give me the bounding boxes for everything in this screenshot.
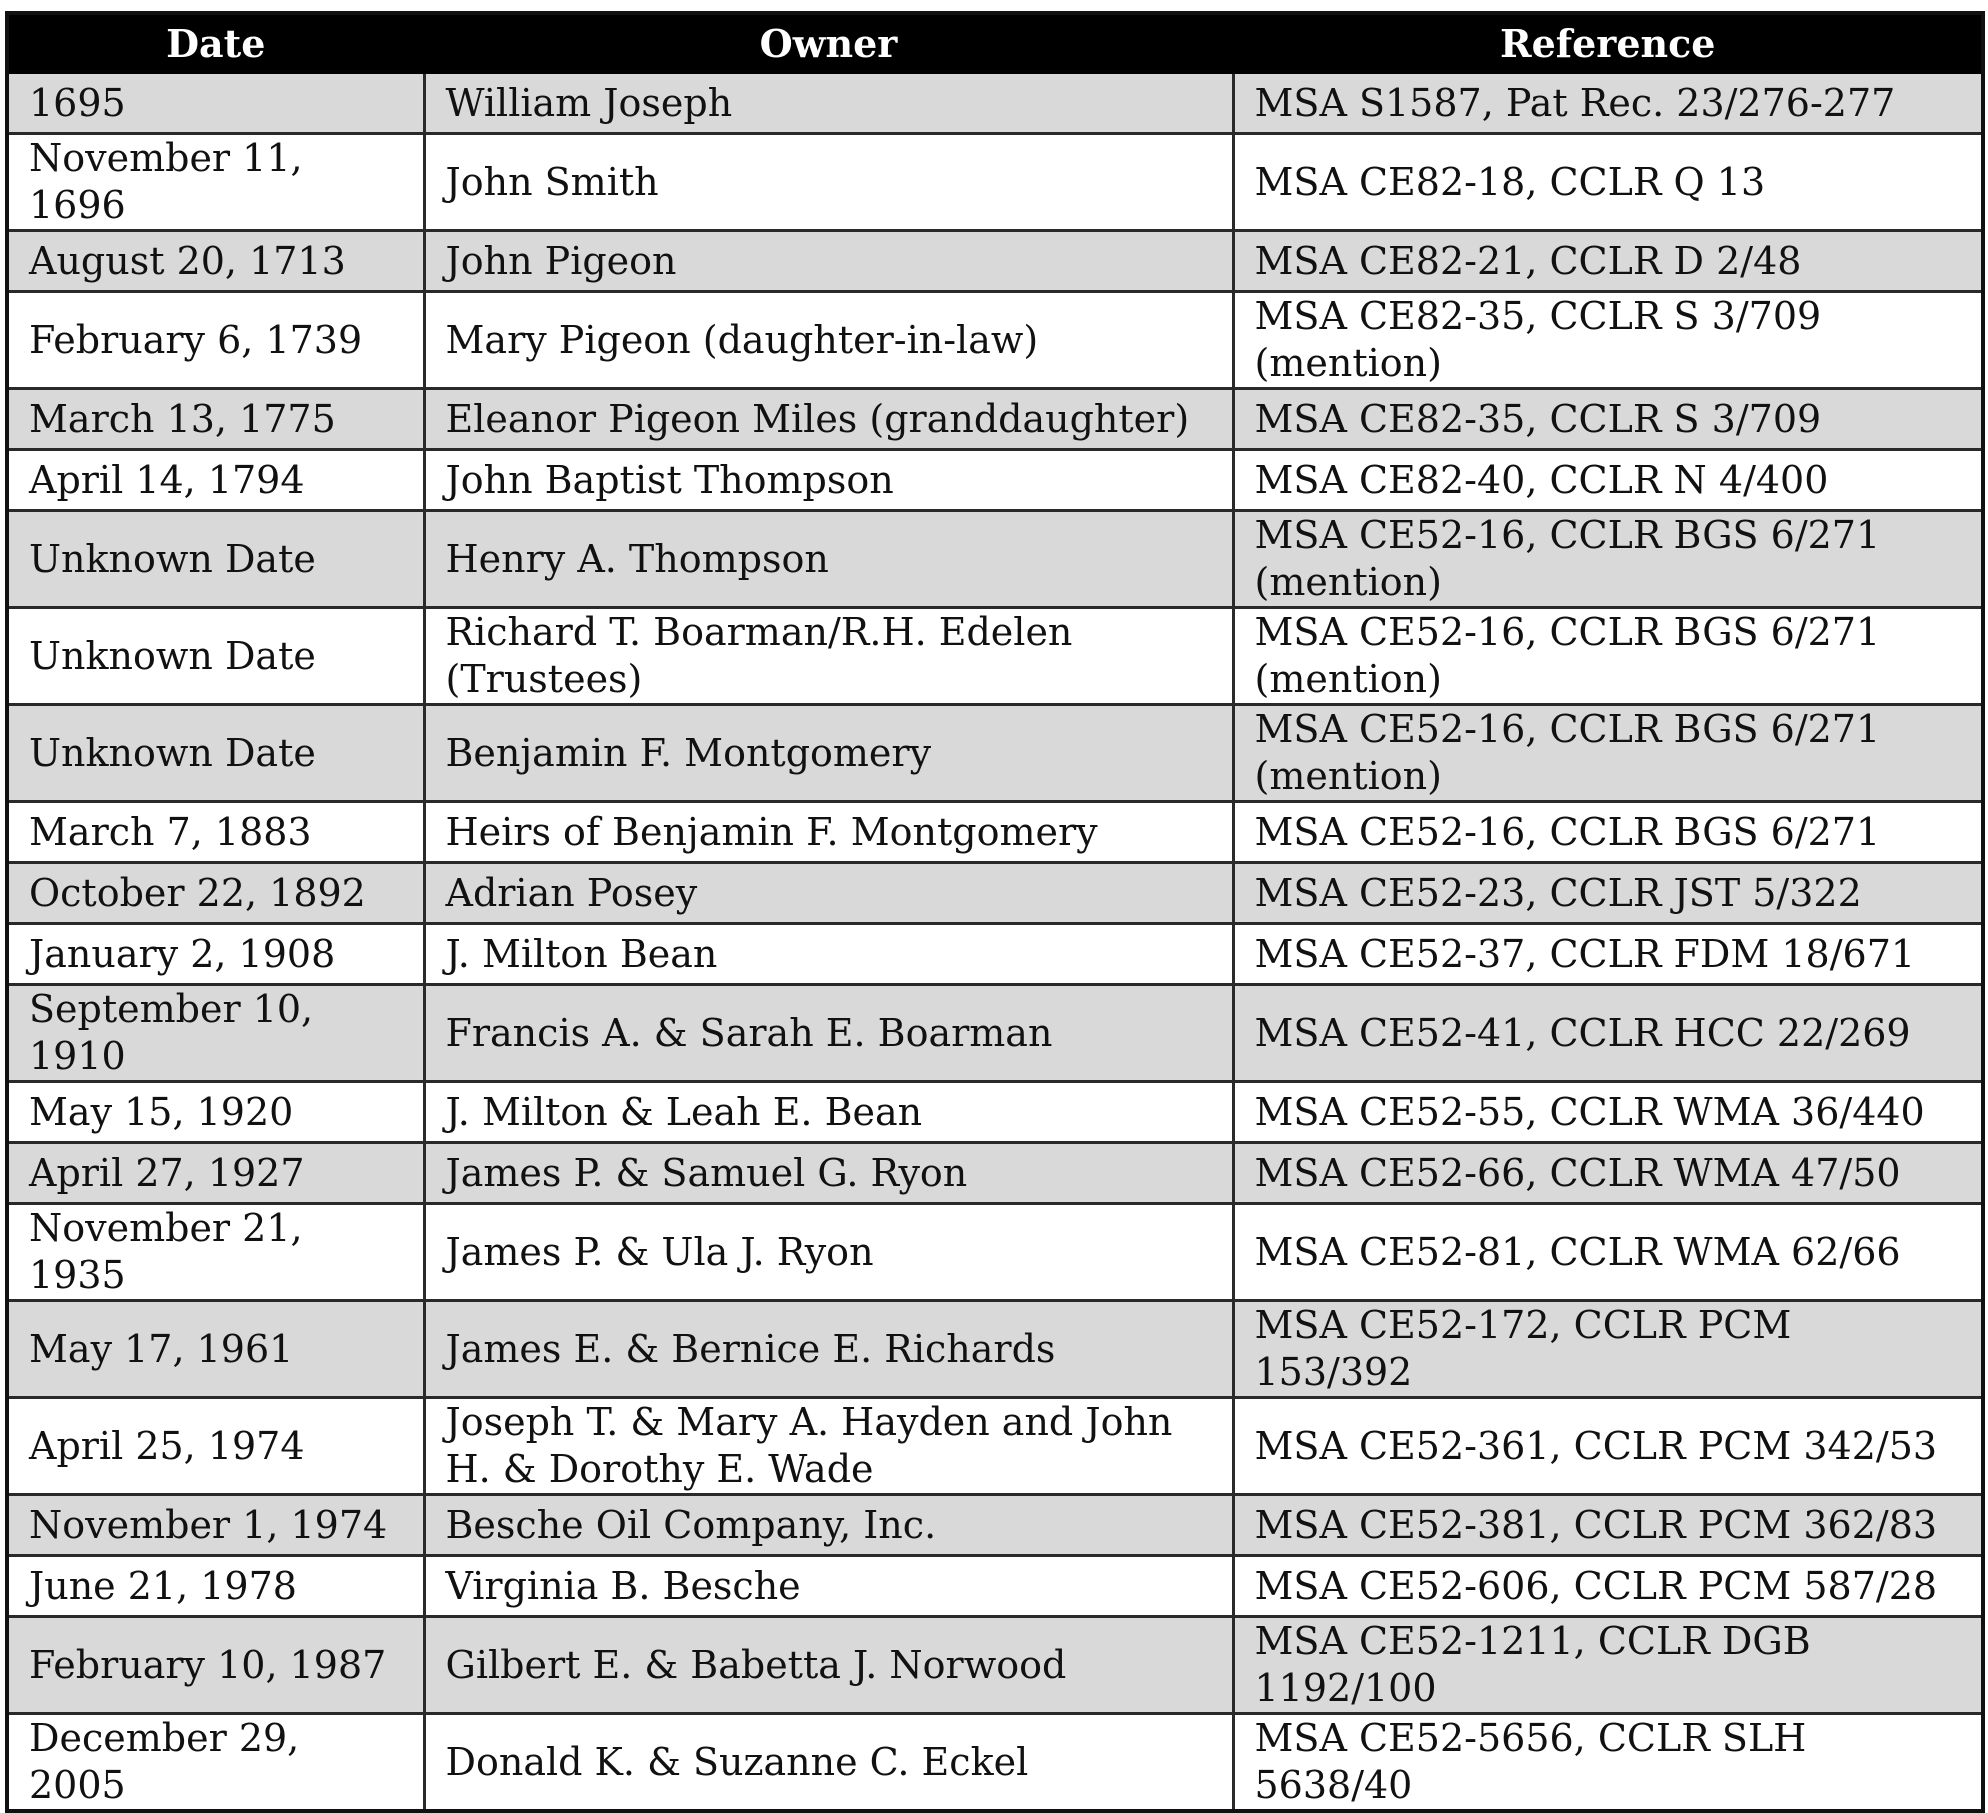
table-row	[7, 1556, 1983, 1617]
owner-cell: Benjamin F. Montgomery	[424, 705, 1233, 802]
table-row	[7, 863, 1983, 924]
date-cell: April 25, 1974	[7, 1398, 424, 1495]
table-row	[7, 608, 1983, 705]
reference-cell: MSA CE52-81, CCLR WMA 62/66	[1233, 1204, 1983, 1301]
reference-cell: MSA CE52-361, CCLR PCM 342/53	[1233, 1398, 1983, 1495]
date-cell: Unknown Date	[7, 608, 424, 705]
reference-cell: MSA CE52-1211, CCLR DGB 1192/100	[1233, 1617, 1983, 1714]
table-row	[7, 1301, 1983, 1398]
reference-cell: MSA CE52-172, CCLR PCM 153/392	[1233, 1301, 1983, 1398]
owner-cell: James E. & Bernice E. Richards	[424, 1301, 1233, 1398]
chain-of-title-table	[5, 11, 1985, 1813]
date-cell: December 29, 2005	[7, 1714, 424, 1812]
date-cell: February 10, 1987	[7, 1617, 424, 1714]
table-row	[7, 802, 1983, 863]
table-row	[7, 1714, 1983, 1812]
reference-cell: MSA CE82-40, CCLR N 4/400	[1233, 450, 1983, 511]
owner-cell: James P. & Samuel G. Ryon	[424, 1143, 1233, 1204]
owner-cell: Francis A. & Sarah E. Boarman	[424, 985, 1233, 1082]
date-cell: October 22, 1892	[7, 863, 424, 924]
date-cell: September 10, 1910	[7, 985, 424, 1082]
reference-cell: MSA CE52-16, CCLR BGS 6/271 (mention)	[1233, 511, 1983, 608]
owner-cell: John Pigeon	[424, 231, 1233, 292]
table-row	[7, 389, 1983, 450]
owner-cell: J. Milton Bean	[424, 924, 1233, 985]
reference-cell: MSA CE52-55, CCLR WMA 36/440	[1233, 1082, 1983, 1143]
date-cell: April 14, 1794	[7, 450, 424, 511]
date-cell: May 17, 1961	[7, 1301, 424, 1398]
date-cell: May 15, 1920	[7, 1082, 424, 1143]
owner-cell: John Smith	[424, 134, 1233, 231]
table-row	[7, 1398, 1983, 1495]
table-row	[7, 705, 1983, 802]
owner-cell: Henry A. Thompson	[424, 511, 1233, 608]
reference-cell: MSA CE82-35, CCLR S 3/709 (mention)	[1233, 292, 1983, 389]
owner-cell: J. Milton & Leah E. Bean	[424, 1082, 1233, 1143]
table-row	[7, 511, 1983, 608]
reference-cell: MSA CE52-66, CCLR WMA 47/50	[1233, 1143, 1983, 1204]
owner-cell: William Joseph	[424, 73, 1233, 134]
table-row	[7, 1617, 1983, 1714]
date-cell: June 21, 1978	[7, 1556, 424, 1617]
table-row	[7, 1495, 1983, 1556]
reference-cell: MSA CE82-18, CCLR Q 13	[1233, 134, 1983, 231]
reference-cell: MSA CE82-21, CCLR D 2/48	[1233, 231, 1983, 292]
date-cell: Unknown Date	[7, 511, 424, 608]
date-cell: November 1, 1974	[7, 1495, 424, 1556]
reference-cell: MSA CE52-16, CCLR BGS 6/271	[1233, 802, 1983, 863]
owner-cell: Virginia B. Besche	[424, 1556, 1233, 1617]
date-cell: March 7, 1883	[7, 802, 424, 863]
table-row	[7, 134, 1983, 231]
chain-of-title-table-wrapper	[5, 11, 1981, 1813]
reference-cell: MSA S1587, Pat Rec. 23/276-277	[1233, 73, 1983, 134]
owner-cell: Gilbert E. & Babetta J. Norwood	[424, 1617, 1233, 1714]
reference-cell: MSA CE52-5656, CCLR SLH 5638/40	[1233, 1714, 1983, 1812]
reference-cell: MSA CE52-381, CCLR PCM 362/83	[1233, 1495, 1983, 1556]
date-cell: April 27, 1927	[7, 1143, 424, 1204]
reference-cell: MSA CE52-16, CCLR BGS 6/271 (mention)	[1233, 705, 1983, 802]
owner-cell: Joseph T. & Mary A. Hayden and John H. & Dorothy E. Wade	[424, 1398, 1233, 1495]
table-row	[7, 1204, 1983, 1301]
owner-cell: Mary Pigeon (daughter-in-law)	[424, 292, 1233, 389]
date-cell: November 11, 1696	[7, 134, 424, 231]
date-cell: November 21, 1935	[7, 1204, 424, 1301]
table-row	[7, 985, 1983, 1082]
date-cell: February 6, 1739	[7, 292, 424, 389]
table-row	[7, 292, 1983, 389]
reference-cell: MSA CE52-606, CCLR PCM 587/28	[1233, 1556, 1983, 1617]
table-row	[7, 1082, 1983, 1143]
table-row	[7, 450, 1983, 511]
date-cell: Unknown Date	[7, 705, 424, 802]
table-row	[7, 73, 1983, 134]
date-cell: March 13, 1775	[7, 389, 424, 450]
owner-cell: Donald K. & Suzanne C. Eckel	[424, 1714, 1233, 1812]
reference-cell: MSA CE52-16, CCLR BGS 6/271 (mention)	[1233, 608, 1983, 705]
reference-cell: MSA CE82-35, CCLR S 3/709	[1233, 389, 1983, 450]
owner-cell: John Baptist Thompson	[424, 450, 1233, 511]
column-header-owner: Owner	[424, 13, 1233, 73]
owner-cell: Heirs of Benjamin F. Montgomery	[424, 802, 1233, 863]
table-row	[7, 924, 1983, 985]
owner-cell: Richard T. Boarman/R.H. Edelen (Trustees)	[424, 608, 1233, 705]
table-row	[7, 231, 1983, 292]
column-header-date: Date	[7, 13, 424, 73]
date-cell: 1695	[7, 73, 424, 134]
header-row	[7, 13, 1983, 73]
reference-cell: MSA CE52-37, CCLR FDM 18/671	[1233, 924, 1983, 985]
date-cell: January 2, 1908	[7, 924, 424, 985]
owner-cell: James P. & Ula J. Ryon	[424, 1204, 1233, 1301]
date-cell: August 20, 1713	[7, 231, 424, 292]
reference-cell: MSA CE52-41, CCLR HCC 22/269	[1233, 985, 1983, 1082]
owner-cell: Adrian Posey	[424, 863, 1233, 924]
column-header-reference: Reference	[1233, 13, 1983, 73]
table-row	[7, 1143, 1983, 1204]
owner-cell: Eleanor Pigeon Miles (granddaughter)	[424, 389, 1233, 450]
reference-cell: MSA CE52-23, CCLR JST 5/322	[1233, 863, 1983, 924]
owner-cell: Besche Oil Company, Inc.	[424, 1495, 1233, 1556]
